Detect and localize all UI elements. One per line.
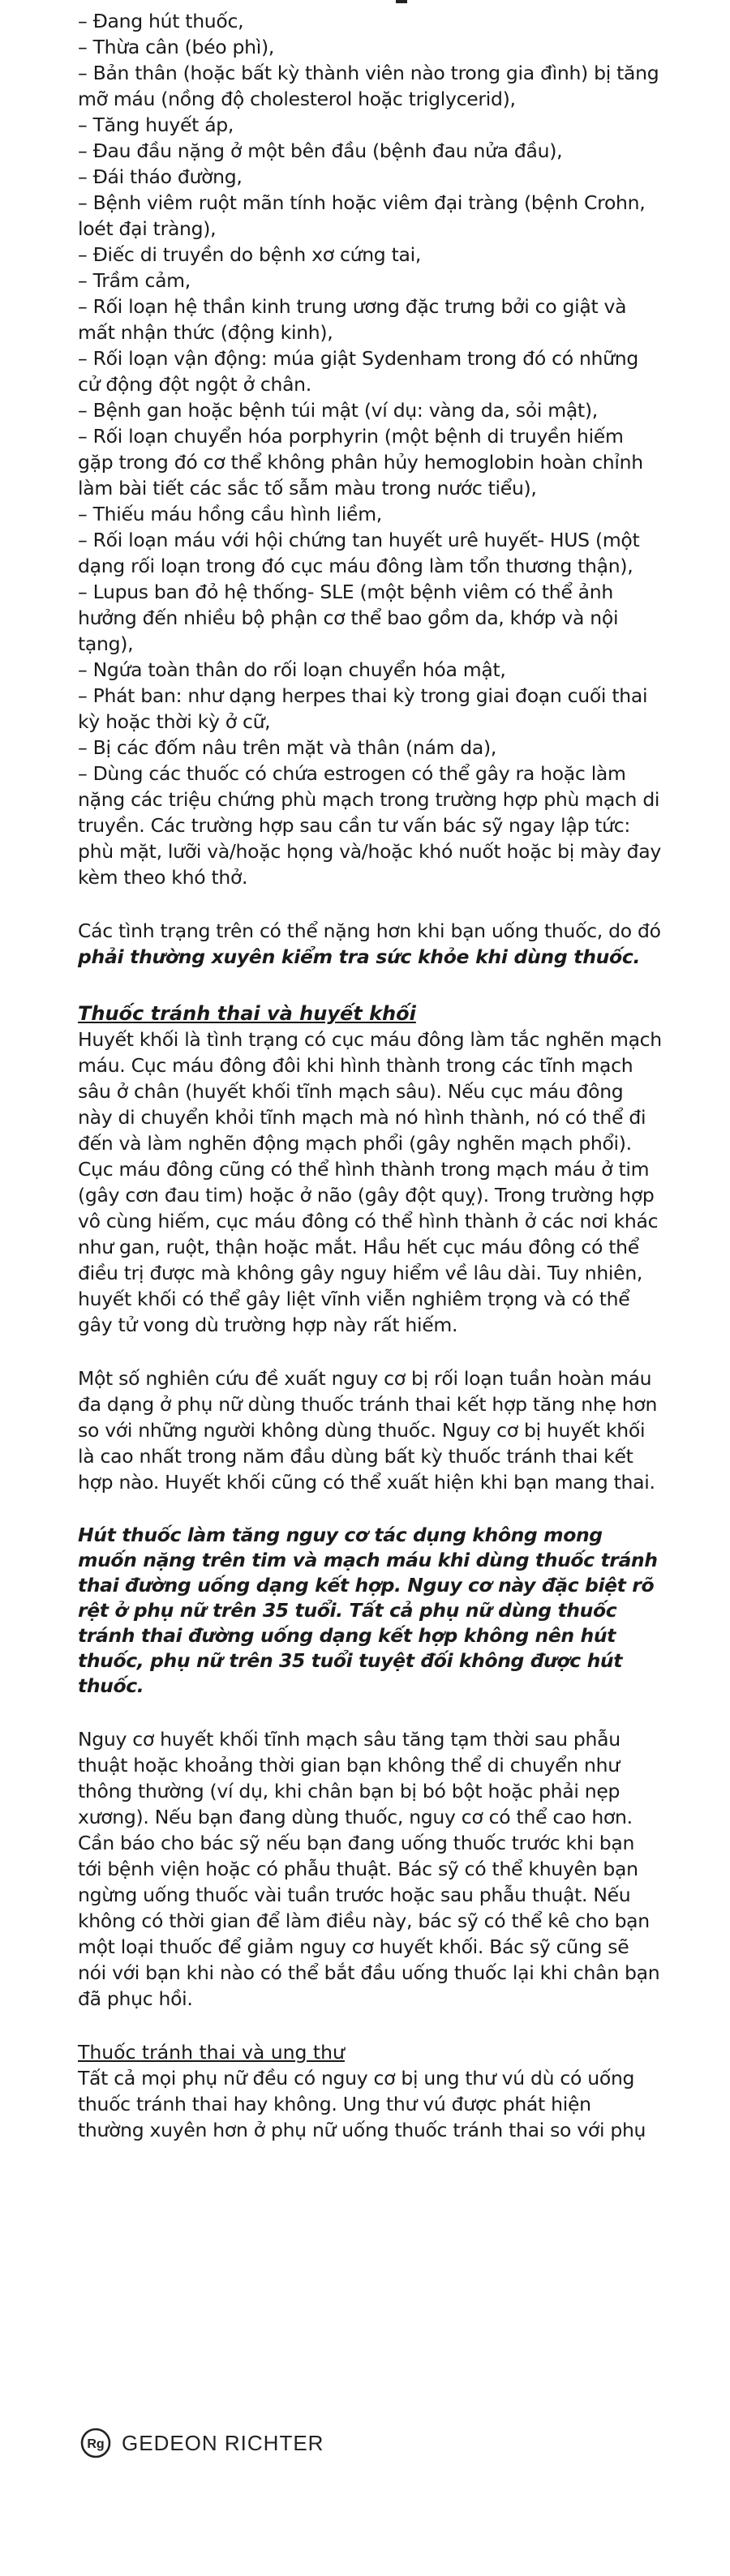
list-item: – Tăng huyết áp, [78, 114, 234, 136]
list-item: – Rối loạn hệ thần kinh trung ương đặc trưng bởi co giật và mất nhận thức (động kinh), [78, 295, 627, 344]
monitoring-note [78, 918, 662, 970]
list-item: – Bản thân (hoặc bất kỳ thành viên nào trong gia đình) bị tăng mỡ máu (nồng độ cholesterol hoặc triglycerid), [78, 62, 659, 110]
smoking-warning: Hút thuốc làm tăng nguy cơ tác dụng không mong muốn nặng trên tim và mạch máu khi dùng thuốc tránh thai đường uống dạng kết hợp. Nguy cơ này đặc biệt rõ rệt ở phụ nữ trên 35 tuổi. Tất cả phụ nữ dùng thuốc tránh thai đường uống dạng kết hợp không nên hút thuốc, phụ nữ trên 35 tuổi tuyệt đối không được hút thuốc. [78, 1524, 658, 1697]
list-item: – Thiếu máu hồng cầu hình liềm, [78, 503, 382, 525]
section-heading-thrombosis: Thuốc tránh thai và huyết khối [78, 1002, 416, 1025]
list-item: – Trầm cảm, [78, 269, 191, 292]
list-item: – Ngứa toàn thân do rối loạn chuyển hóa mật, [78, 658, 506, 681]
cancer-paragraph: Tất cả mọi phụ nữ đều có nguy cơ bị ung thư vú dù có uống thuốc tránh thai hay không. Ung thư vú được phát hiện thường xuyên hơn ở phụ nữ uống thuốc tránh thai so với phụ [78, 2067, 646, 2141]
svg-text:Rg: Rg [87, 2437, 105, 2451]
monitoring-note-lead: Các tình trạng trên có thể nặng hơn khi bạn uống thuốc, do đó [78, 919, 661, 942]
monitoring-note-emphasis: phải thường xuyên kiểm tra sức khỏe khi dùng thuốc. [78, 945, 641, 968]
list-item: – Đang hút thuốc, [78, 10, 244, 32]
list-item: – Rối loạn vận động: múa giật Sydenham trong đó có những cử động đột ngột ở chân. [78, 347, 638, 396]
list-item: – Phát ban: như dạng herpes thai kỳ trong giai đoạn cuối thai kỳ hoặc thời kỳ ở cữ, [78, 684, 648, 733]
list-item: – Rối loạn chuyển hóa porphyrin (một bệnh di truyền hiếm gặp trong đó cơ thể không phân hủy hemoglobin hoàn chỉnh làm bài tiết các sắc tố sẫm màu trong nước tiểu), [78, 425, 643, 499]
list-item: – Bệnh viêm ruột mãn tính hoặc viêm đại tràng (bệnh Crohn, loét đại tràng), [78, 191, 646, 240]
list-item: – Lupus ban đỏ hệ thống- SLE (một bệnh viêm có thể ảnh hưởng đến nhiều bộ phận cơ thể bao gồm da, khớp và nội tạng), [78, 581, 619, 655]
list-item: – Bệnh gan hoặc bệnh túi mật (ví dụ: vàng da, sỏi mật), [78, 399, 598, 422]
list-item: – Bị các đốm nâu trên mặt và thân (nám da), [78, 736, 497, 759]
surgery-paragraph: Nguy cơ huyết khối tĩnh mạch sâu tăng tạm thời sau phẫu thuật hoặc khoảng thời gian bạn không thể di chuyển như thông thường (ví dụ, khi chân bạn bị bó bột hoặc phải nẹp xương). Nếu bạn đang dùng thuốc, nguy cơ có thể cao hơn. Cần báo cho bác sỹ nếu bạn đang uống thuốc trước khi bạn tới bệnh viện hoặc có phẫu thuật. Bác sỹ có thể khuyên bạn ngừng uống thuốc vài tuần trước hoặc sau phẫu thuật. Nếu không có thời gian để làm điều này, bác sỹ có thể kê cho bạn một loại thuốc để giảm nguy cơ huyết khối. Bác sỹ cũng sẽ nói với bạn khi nào có thể bắt đầu uống thuốc lại khi chân bạn đã phục hồi. [78, 1728, 660, 2010]
logo-text: GEDEON RICHTER [122, 2430, 324, 2455]
list-item: – Thừa cân (béo phì), [78, 36, 274, 58]
gedeon-richter-logo [79, 2427, 324, 2459]
section-heading-cancer: Thuốc tránh thai và ung thư [78, 2041, 345, 2064]
list-item: – Điếc di truyền do bệnh xơ cứng tai, [78, 243, 421, 266]
leaflet-page [78, 0, 662, 2143]
list-item: – Rối loạn máu với hội chứng tan huyết urê huyết- HUS (một dạng rối loạn trong đó cục máu đông làm tổn thương thận), [78, 529, 640, 577]
thrombosis-studies-paragraph: Một số nghiên cứu đề xuất nguy cơ bị rối loạn tuần hoàn máu đa dạng ở phụ nữ dùng thuốc tránh thai kết hợp tăng nhẹ hơn so với những người không dùng thuốc. Nguy cơ bị huyết khối là cao nhất trong năm đầu dùng bất kỳ thuốc tránh thai kết hợp nào. Huyết khối cũng có thể xuất hiện khi bạn mang thai. [78, 1367, 658, 1494]
list-item: – Đái tháo đường, [78, 165, 243, 188]
list-item: – Dùng các thuốc có chứa estrogen có thể gây ra hoặc làm nặng các triệu chứng phù mạch trong trường hợp phù mạch di truyền. Các trường hợp sau cần tư vấn bác sỹ ngay lập tức: phù mặt, lưỡi và/hoặc họng và/hoặc khó nuốt hoặc bị mày đay kèm theo khó thở. [78, 762, 661, 889]
gedeon-richter-logo-icon [79, 2427, 112, 2459]
list-item: – Đau đầu nặng ở một bên đầu (bệnh đau nửa đầu), [78, 139, 563, 162]
thrombosis-paragraph: Huyết khối là tình trạng có cục máu đông làm tắc nghẽn mạch máu. Cục máu đông đôi khi hình thành trong các tĩnh mạch sâu ở chân (huyết khối tĩnh mạch sâu). Nếu cục máu đông này di chuyển khỏi tĩnh mạch mà nó hình thành, nó có thể đi đến và làm nghẽn động mạch phổi (gây nghẽn mạch phổi). Cục máu đông cũng có thể hình thành trong mạch máu ở tim (gây cơn đau tim) hoặc ở não (gây đột quỵ). Trong trường hợp vô cùng hiếm, cục máu đông có thể hình thành ở các nơi khác như gan, ruột, thận hoặc mắt. Hầu hết cục máu đông có thể điều trị được mà không gây nguy hiểm về lâu dài. Tuy nhiên, huyết khối có thể gây liệt vĩnh viễn nghiêm trọng và có thể gây tử vong dù trường hợp này rất hiếm. [78, 1028, 662, 1336]
risk-factor-list [78, 8, 662, 890]
